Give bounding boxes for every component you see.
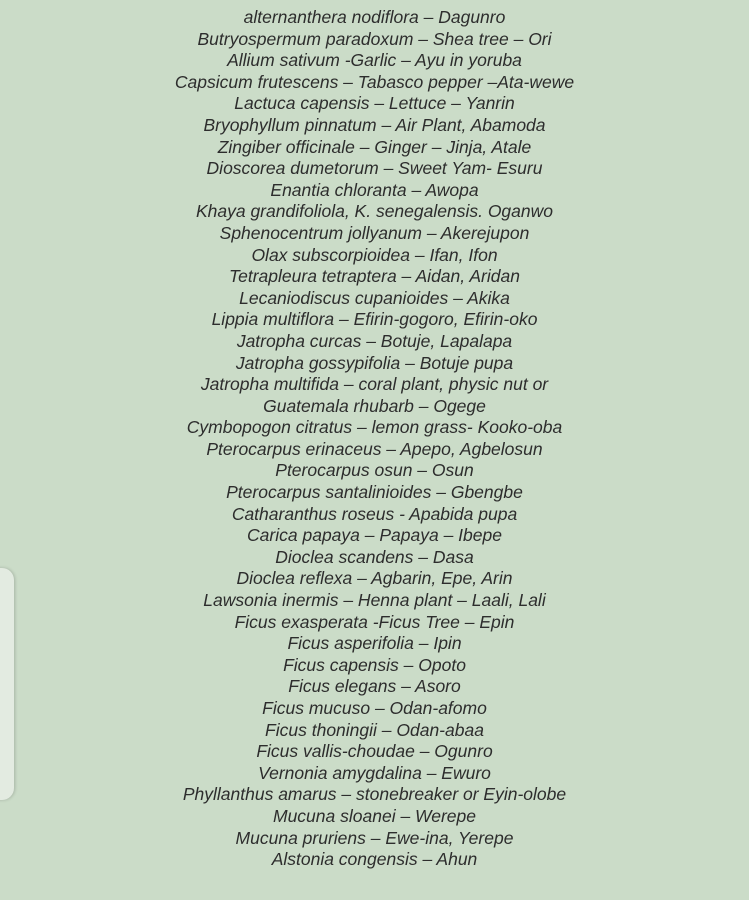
plant-list	[0, 7, 749, 871]
plant-entry: Ficus asperifolia – Ipin	[287, 633, 462, 654]
plant-entry: Allium sativum -Garlic – Ayu in yoruba	[227, 50, 522, 71]
plant-entry: Catharanthus roseus - Apabida pupa	[231, 503, 518, 524]
plant-entry: Cymbopogon citratus – lemon grass- Kooko-oba	[186, 417, 563, 438]
plant-entry: Pterocarpus erinaceus – Apepo, Agbelosun	[206, 438, 543, 459]
plant-entry: Dioclea scandens – Dasa	[275, 546, 474, 567]
plant-entry: Ficus elegans – Asoro	[288, 676, 461, 697]
plant-entry: Ficus mucuso – Odan-afomo	[262, 698, 487, 718]
plant-entry: Dioclea reflexa – Agbarin, Epe, Arin	[236, 568, 513, 589]
plant-entry: Pterocarpus osun – Osun	[275, 460, 474, 481]
plant-entry: Phyllanthus amarus – stonebreaker or Eyin-olobe	[182, 784, 567, 805]
plant-entry: Olax subscorpioidea – Ifan, Ifon	[251, 244, 498, 265]
plant-entry: Ficus vallis-choudae – Ogunro	[256, 741, 493, 762]
plant-entry: Ficus exasperata -Ficus Tree – Epin	[234, 611, 515, 632]
plant-entry: Mucuna pruriens – Ewe-ina, Yerepe	[235, 827, 514, 848]
plant-entry: Tetrapleura tetraptera – Aidan, Aridan	[229, 266, 520, 287]
plant-entry: Mucuna sloanei – Werepe	[273, 805, 476, 826]
plant-entry: Enantia chloranta – Awopa	[270, 179, 479, 200]
plant-entry: Zingiber officinale – Ginger – Jinja, Atale	[217, 136, 532, 157]
plant-entry: Dioscorea dumetorum – Sweet Yam- Esuru	[206, 158, 543, 179]
plant-entry: Bryophyllum pinnatum – Air Plant, Abamoda	[203, 114, 546, 135]
plant-entry: Lecaniodiscus cupanioides – Akika	[239, 287, 510, 308]
plant-entry: Carica papaya – Papaya – Ibepe	[247, 525, 502, 546]
plant-entry: Jatropha multifida – coral plant, physic nut or	[200, 374, 549, 395]
plant-entry: Sphenocentrum jollyanum – Akerejupon	[219, 222, 530, 243]
plant-entry: Jatropha curcas – Botuje, Lapalapa	[236, 330, 513, 351]
plant-entry: Jatropha gossypifolia – Botuje pupa	[235, 352, 514, 373]
plant-entry: Ficus capensis – Opoto	[283, 654, 466, 675]
plant-entry: Lawsonia inermis – Henna plant – Laali, Lali	[203, 590, 546, 611]
plant-entry: Alstonia congensis – Ahun	[271, 849, 478, 870]
plant-entry: Guatemala rhubarb – Ogege	[263, 395, 486, 416]
plant-entry: Khaya grandifoliola, K. senegalensis. Oganwo	[195, 201, 554, 222]
plant-entry: Vernonia amygdalina – Ewuro	[258, 762, 491, 783]
plant-entry: Pterocarpus santalinioides – Gbengbe	[226, 482, 523, 503]
plant-entry: Ficus thoningii – Odan-abaa	[265, 719, 484, 740]
plant-entry: Lippia multiflora – Efirin-gogoro, Efirin-oko	[211, 309, 538, 330]
plant-entry: Butryospermum paradoxum – Shea tree – Ori	[197, 28, 552, 49]
plant-entry: alternanthera nodiflora – Dagunro	[243, 7, 506, 27]
plant-entry: Capsicum frutescens – Tabasco pepper –Ata-wewe	[174, 71, 575, 92]
plant-entry: Lactuca capensis – Lettuce – Yanrin	[234, 93, 515, 114]
